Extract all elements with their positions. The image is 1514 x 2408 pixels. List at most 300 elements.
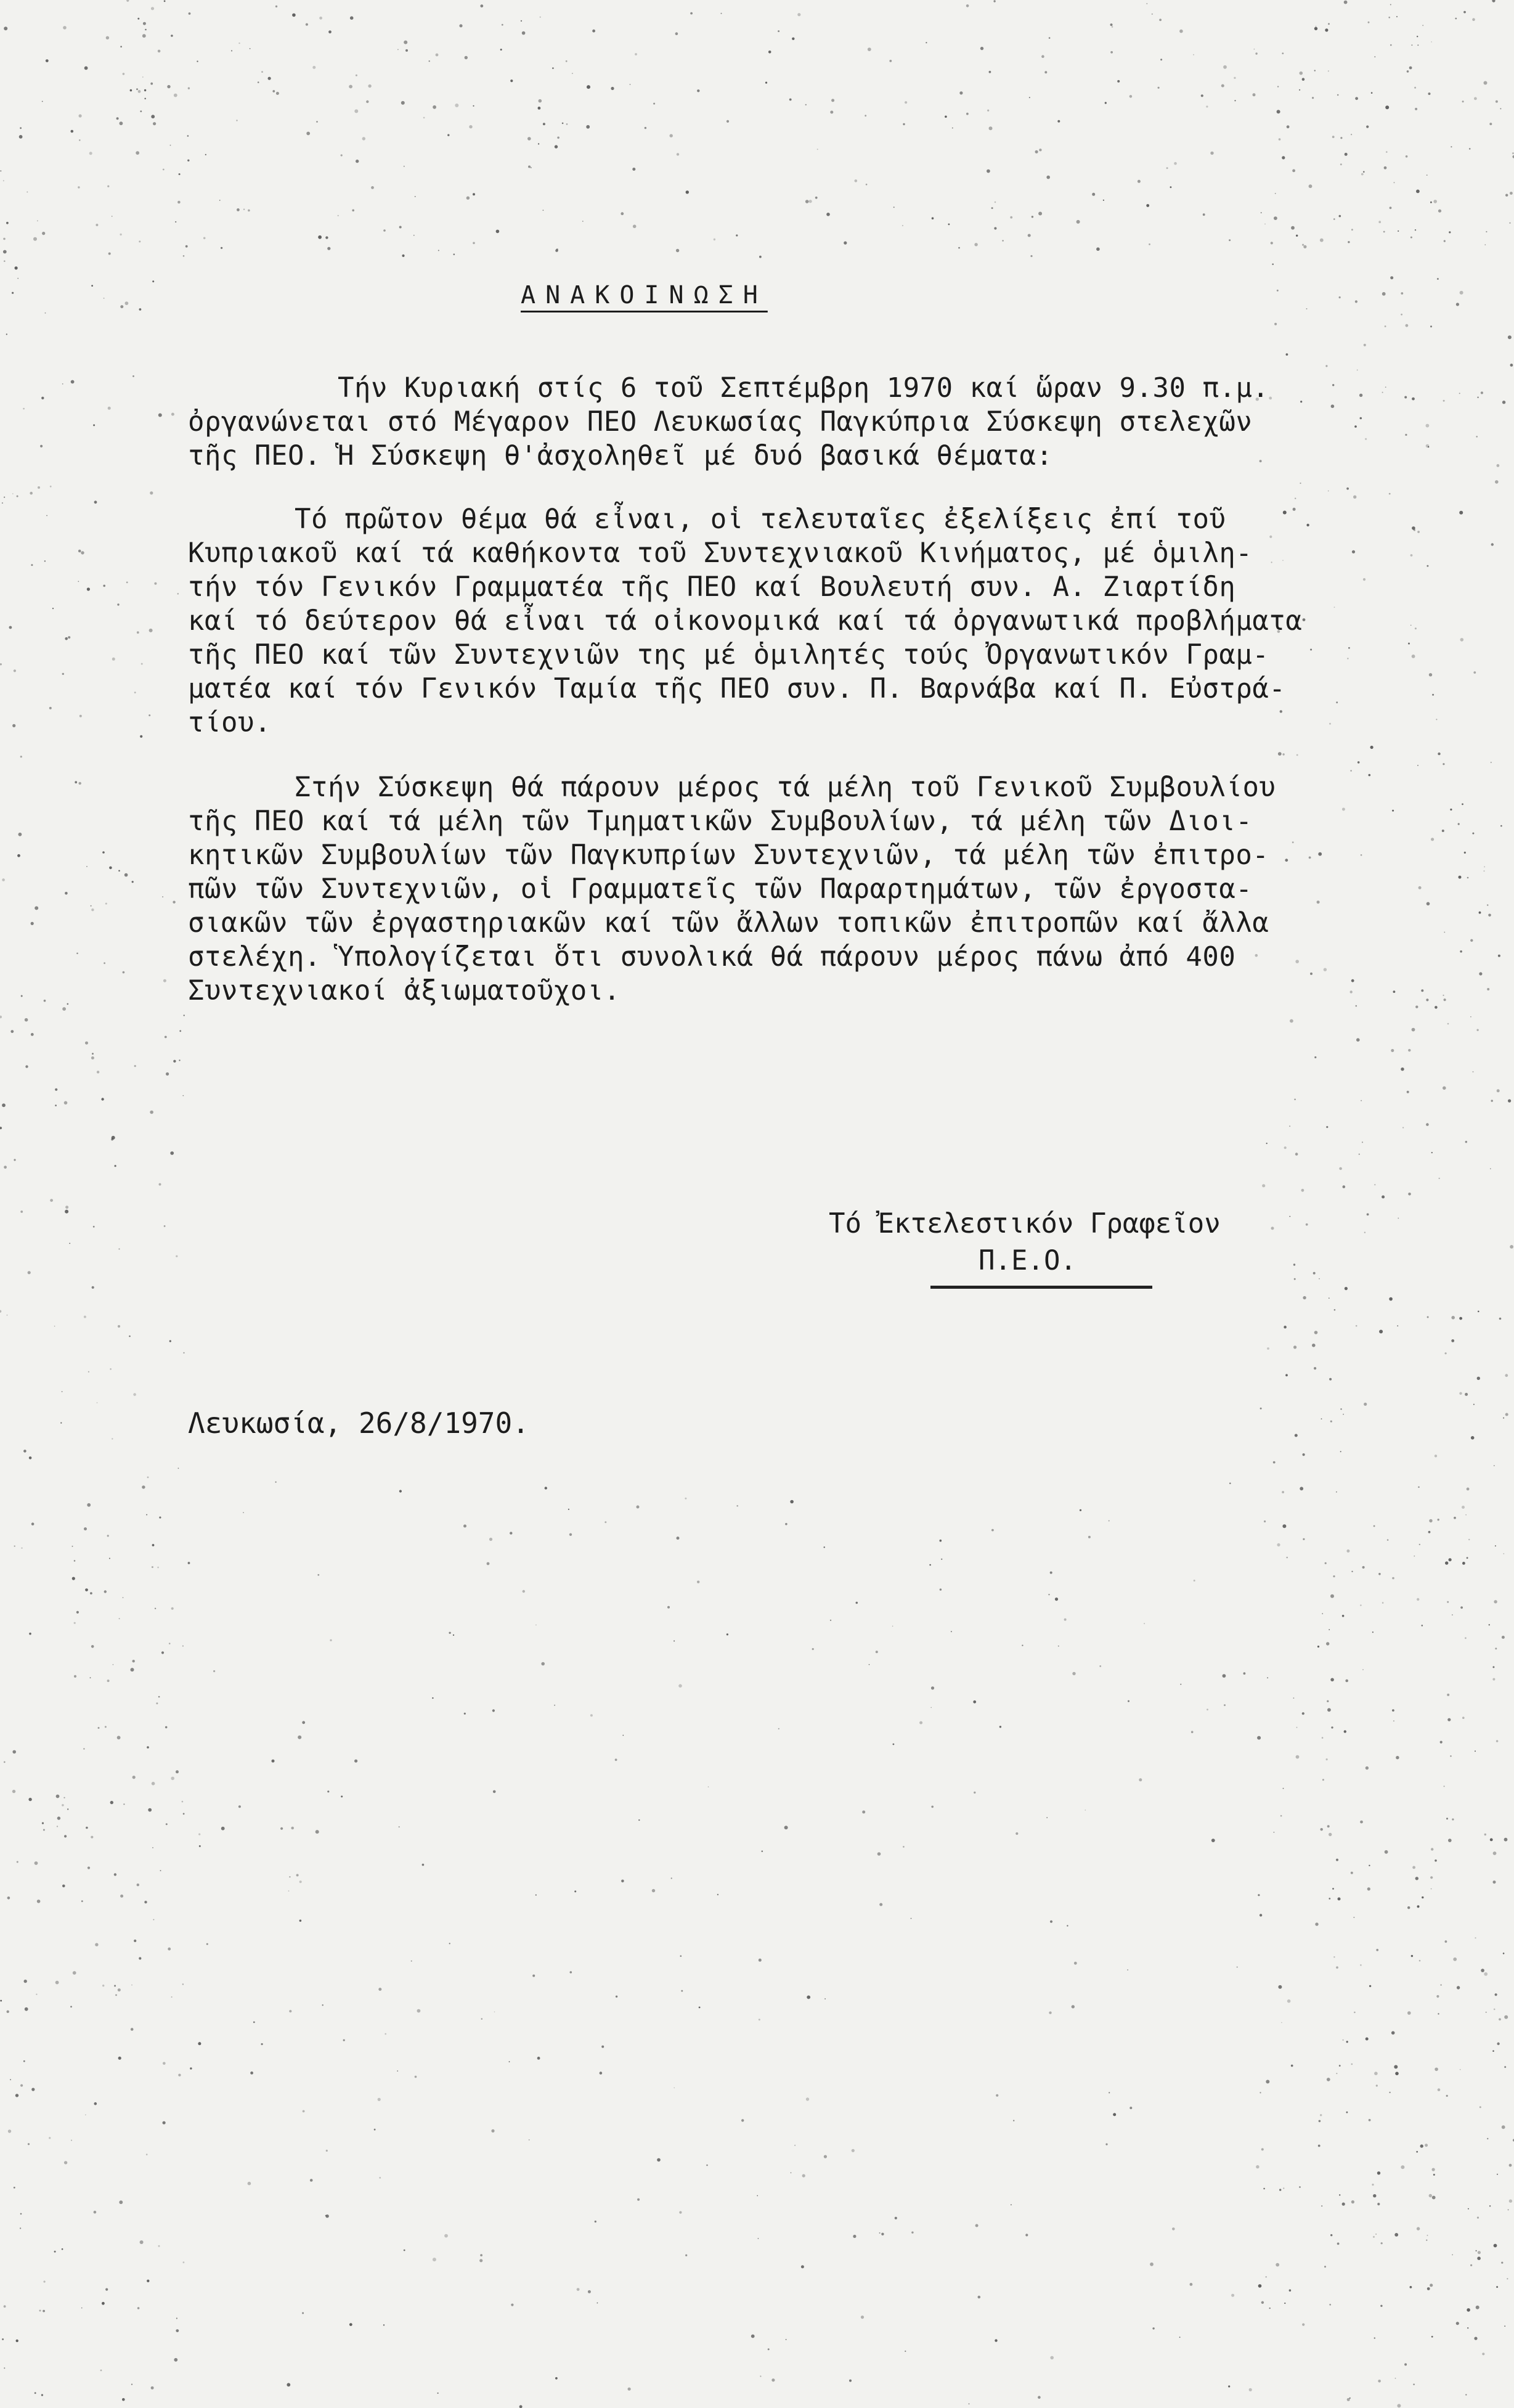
speckle xyxy=(1194,1580,1195,1582)
speckle xyxy=(1389,1297,1393,1301)
speckle xyxy=(1497,464,1500,467)
speckle xyxy=(402,255,404,257)
speckle xyxy=(1285,859,1288,862)
speckle xyxy=(538,107,541,110)
speckle xyxy=(1443,1087,1446,1090)
speckle xyxy=(272,1760,275,1763)
speckle xyxy=(1453,1957,1457,1961)
speckle xyxy=(1478,2251,1481,2254)
speckle xyxy=(31,564,33,566)
speckle xyxy=(1342,808,1345,811)
speckle xyxy=(459,24,462,27)
speckle xyxy=(1395,2378,1396,2379)
speckle xyxy=(1361,1100,1362,1101)
speckle xyxy=(945,116,947,118)
speckle xyxy=(19,135,23,139)
speckle xyxy=(1435,1859,1437,1862)
speckle xyxy=(543,123,545,125)
speckle xyxy=(1494,1465,1495,1466)
speckle xyxy=(144,1901,147,1903)
speckle xyxy=(1328,491,1329,492)
speckle xyxy=(784,1826,788,1829)
speckle xyxy=(90,1592,92,1594)
signature-org: Π.Ε.Ο. xyxy=(979,1245,1076,1276)
speckle xyxy=(1356,1325,1357,1327)
speckle xyxy=(45,312,46,314)
speckle xyxy=(1327,2078,1330,2081)
speckle xyxy=(1420,2144,1423,2147)
speckle xyxy=(1401,1067,1404,1071)
speckle xyxy=(20,2084,23,2087)
speckle xyxy=(1342,2039,1343,2041)
speckle xyxy=(62,2248,63,2250)
speckle xyxy=(1146,204,1149,207)
speckle xyxy=(958,247,960,249)
speckle xyxy=(1325,1562,1327,1564)
speckle xyxy=(1484,1834,1486,1835)
speckle xyxy=(1505,1413,1508,1416)
speckle xyxy=(759,1959,762,1962)
speckle xyxy=(56,1795,60,1798)
speckle xyxy=(1382,1602,1384,1604)
speckle xyxy=(877,1852,881,1856)
speckle xyxy=(789,99,792,101)
speckle xyxy=(1390,206,1392,209)
speckle xyxy=(1038,2396,1041,2399)
speckle xyxy=(1334,1309,1336,1311)
speckle xyxy=(1438,1519,1439,1520)
speckle xyxy=(1412,526,1415,530)
speckle xyxy=(1372,2184,1374,2186)
speckle xyxy=(1035,150,1038,153)
speckle xyxy=(1314,27,1317,30)
speckle xyxy=(118,870,120,872)
speckle xyxy=(14,1546,15,1547)
speckle xyxy=(198,2042,201,2045)
speckle xyxy=(189,12,191,15)
speckle xyxy=(4,260,6,262)
speckle xyxy=(1435,1455,1437,1457)
speckle xyxy=(966,4,969,7)
speckle xyxy=(1415,1877,1418,1880)
speckle xyxy=(681,1990,683,1992)
speckle xyxy=(1221,84,1224,88)
speckle xyxy=(1058,1646,1059,1647)
speckle xyxy=(919,1721,922,1724)
speckle xyxy=(1324,2266,1326,2267)
speckle xyxy=(1329,1297,1330,1299)
speckle xyxy=(2,502,3,504)
speckle xyxy=(1471,1436,1475,1440)
speckle xyxy=(1379,1330,1383,1334)
speckle xyxy=(1407,2011,1411,2015)
speckle xyxy=(20,127,22,129)
speckle xyxy=(1490,1169,1491,1170)
speckle xyxy=(168,1948,171,1951)
speckle xyxy=(78,550,81,553)
speckle xyxy=(721,13,722,14)
speckle xyxy=(64,1101,68,1105)
speckle xyxy=(65,637,68,640)
speckle xyxy=(1361,854,1362,856)
speckle xyxy=(1414,87,1416,89)
speckle xyxy=(118,2057,121,2060)
speckle xyxy=(404,166,405,167)
speckle xyxy=(433,2258,436,2261)
speckle xyxy=(238,1805,241,1808)
speckle xyxy=(302,2312,304,2314)
speckle xyxy=(366,100,368,103)
speckle xyxy=(157,1567,159,1569)
speckle xyxy=(12,724,15,727)
speckle xyxy=(1385,1850,1388,1854)
body-line: τῆς ΠΕΟ καί τῶν Συντεχνιῶν της μέ ὁμιλητές τούς Ὀργανωτικόν Γραμ- xyxy=(188,639,1269,671)
speckle xyxy=(1494,2009,1496,2010)
speckle xyxy=(824,1998,826,1999)
speckle xyxy=(1415,1006,1418,1008)
speckle xyxy=(911,1918,912,1919)
speckle xyxy=(1264,1520,1266,1522)
speckle xyxy=(1396,1756,1399,1759)
speckle xyxy=(1300,1487,1303,1490)
body-line: κητικῶν Συμβουλίων τῶν Παγκυπρίων Συντεχνιῶν, τά μέλη τῶν ἐπιτρο- xyxy=(188,839,1269,871)
speckle xyxy=(1309,857,1311,859)
speckle xyxy=(12,493,14,494)
speckle xyxy=(1468,2208,1469,2210)
speckle xyxy=(522,31,526,35)
speckle xyxy=(28,1798,31,1801)
speckle xyxy=(657,2158,661,2162)
speckle xyxy=(1380,2305,1382,2307)
speckle xyxy=(791,2173,792,2174)
speckle xyxy=(861,2316,864,2319)
speckle xyxy=(104,298,105,299)
speckle xyxy=(182,1095,184,1096)
speckle xyxy=(1267,1677,1268,1678)
speckle xyxy=(1344,1,1348,4)
speckle xyxy=(176,1770,179,1773)
speckle xyxy=(978,2296,981,2299)
speckle xyxy=(237,208,240,211)
speckle xyxy=(1430,202,1432,203)
speckle xyxy=(108,407,111,410)
speckle xyxy=(1355,97,1358,100)
speckle xyxy=(57,1816,60,1819)
speckle xyxy=(1404,396,1407,399)
speckle xyxy=(139,308,142,311)
speckle xyxy=(676,249,679,252)
speckle xyxy=(129,1336,131,1337)
speckle xyxy=(164,0,166,2)
speckle xyxy=(44,2280,46,2282)
speckle xyxy=(385,2033,386,2035)
speckle xyxy=(379,2177,381,2179)
speckle xyxy=(685,2255,687,2256)
speckle xyxy=(4,27,7,30)
speckle xyxy=(287,2383,290,2386)
speckle xyxy=(1274,323,1277,325)
speckle xyxy=(680,1955,682,1957)
speckle xyxy=(163,2121,166,2124)
speckle xyxy=(1467,2308,1470,2312)
speckle xyxy=(1295,1434,1298,1437)
speckle xyxy=(63,1797,65,1798)
speckle xyxy=(1460,1606,1463,1609)
speckle xyxy=(653,103,655,105)
speckle xyxy=(1340,163,1342,165)
body-line: τήν τόν Γενικόν Γραμματέα τῆς ΠΕΟ καί Βουλευτή συν. Α. Ζιαρτίδη xyxy=(188,571,1236,603)
speckle xyxy=(1484,1972,1488,1976)
speckle xyxy=(1487,988,1489,990)
speckle xyxy=(310,2179,313,2182)
speckle xyxy=(1478,1311,1479,1313)
speckle xyxy=(1351,2063,1353,2065)
speckle xyxy=(1333,1956,1335,1957)
speckle xyxy=(433,105,436,109)
speckle xyxy=(1210,152,1213,155)
speckle xyxy=(1172,2227,1175,2230)
speckle xyxy=(645,127,646,129)
speckle xyxy=(493,1790,496,1794)
speckle xyxy=(1504,2066,1506,2068)
speckle xyxy=(152,1847,153,1848)
speckle xyxy=(1482,2353,1484,2355)
speckle xyxy=(1460,638,1464,642)
speckle xyxy=(974,1792,975,1794)
speckle xyxy=(1050,1572,1052,1574)
speckle xyxy=(137,631,139,634)
speckle xyxy=(1425,2144,1428,2147)
speckle xyxy=(1401,2165,1404,2169)
speckle xyxy=(25,1018,28,1022)
speckle xyxy=(362,137,365,140)
speckle xyxy=(717,1894,718,1895)
speckle xyxy=(325,2215,327,2216)
speckle xyxy=(1470,939,1473,942)
speckle xyxy=(177,201,181,204)
speckle xyxy=(1465,1637,1467,1639)
speckle xyxy=(159,1517,161,1519)
speckle xyxy=(21,995,23,997)
speckle xyxy=(17,1861,18,1863)
speckle xyxy=(152,1566,153,1568)
speckle xyxy=(1430,2284,1433,2287)
speckle xyxy=(1364,344,1366,346)
speckle xyxy=(152,280,154,282)
speckle xyxy=(521,20,522,22)
speckle xyxy=(1484,81,1488,85)
speckle xyxy=(1440,1741,1443,1744)
speckle xyxy=(1373,2236,1375,2238)
speckle xyxy=(1477,2217,1479,2219)
speckle xyxy=(177,593,179,594)
body-line: τῆς ΠΕΟ. Ἡ Σύσκεψη θ'ἀσχοληθεῖ μέ δυό βασικά θέματα: xyxy=(188,440,1053,471)
speckle xyxy=(1256,2165,1259,2168)
speckle xyxy=(995,202,996,203)
speckle xyxy=(1223,65,1227,69)
speckle xyxy=(1329,1898,1330,1900)
speckle xyxy=(1351,134,1352,135)
speckle xyxy=(994,227,996,229)
speckle xyxy=(1273,1461,1276,1464)
speckle xyxy=(1320,2114,1322,2116)
speckle xyxy=(85,1588,88,1591)
speckle xyxy=(1128,1700,1129,1702)
speckle xyxy=(31,922,34,925)
speckle xyxy=(1484,866,1485,867)
speckle xyxy=(90,1677,91,1678)
speckle xyxy=(120,234,121,235)
speckle xyxy=(1085,1810,1086,1811)
speckle xyxy=(699,2007,701,2009)
speckle xyxy=(1330,1421,1332,1422)
speckle xyxy=(1459,1317,1462,1320)
speckle xyxy=(519,2405,523,2408)
speckle xyxy=(165,1036,167,1039)
speckle xyxy=(44,560,46,561)
speckle xyxy=(797,13,800,16)
speckle xyxy=(993,0,995,2)
speckle xyxy=(1502,2125,1505,2129)
speckle xyxy=(1207,1708,1208,1710)
speckle xyxy=(1346,488,1349,490)
speckle xyxy=(726,1633,728,1635)
speckle xyxy=(1286,1557,1288,1559)
speckle xyxy=(1266,1143,1268,1144)
speckle xyxy=(1336,1966,1338,1969)
speckle xyxy=(1502,401,1505,404)
speckle xyxy=(893,206,895,208)
speckle xyxy=(1096,247,1100,251)
speckle xyxy=(1495,1545,1496,1546)
speckle xyxy=(1337,2243,1340,2245)
speckle xyxy=(1318,852,1322,856)
speckle xyxy=(52,608,54,609)
speckle xyxy=(149,714,150,716)
speckle xyxy=(510,1532,512,1534)
speckle xyxy=(105,2288,108,2291)
speckle xyxy=(768,51,771,54)
speckle xyxy=(171,413,174,416)
speckle xyxy=(1322,1779,1324,1781)
speckle xyxy=(1452,1614,1453,1615)
speckle xyxy=(1496,1740,1499,1742)
speckle xyxy=(1416,2151,1418,2153)
speckle xyxy=(1389,2092,1390,2093)
speckle xyxy=(1410,2286,1412,2288)
speckle xyxy=(4,2305,6,2308)
speckle xyxy=(1426,998,1428,1001)
speckle xyxy=(1291,2065,1293,2067)
speckle xyxy=(1479,972,1482,975)
speckle xyxy=(480,4,483,7)
speckle xyxy=(147,2280,149,2282)
speckle xyxy=(436,54,439,57)
speckle xyxy=(71,2140,72,2141)
speckle xyxy=(1473,671,1476,674)
speckle xyxy=(1465,2394,1467,2395)
speckle xyxy=(72,1577,75,1580)
speckle xyxy=(306,132,310,136)
speckle xyxy=(65,892,68,895)
speckle xyxy=(1348,241,1349,243)
speckle xyxy=(1449,231,1451,233)
speckle xyxy=(116,117,119,120)
speckle xyxy=(1347,2398,1350,2401)
speckle xyxy=(115,1165,116,1167)
speckle xyxy=(1013,2120,1014,2121)
speckle xyxy=(438,250,439,251)
speckle xyxy=(3,238,6,240)
speckle xyxy=(49,707,52,709)
speckle xyxy=(1353,1917,1354,1918)
speckle xyxy=(824,2155,827,2158)
speckle xyxy=(697,89,699,92)
speckle xyxy=(159,1183,161,1186)
speckle xyxy=(1336,1492,1337,1493)
speckle xyxy=(1462,100,1464,102)
speckle xyxy=(758,2238,759,2239)
speckle xyxy=(1294,1278,1296,1280)
speckle xyxy=(17,854,20,857)
speckle xyxy=(1302,78,1305,81)
speckle xyxy=(250,2071,253,2075)
speckle xyxy=(1315,1922,1318,1925)
speckle xyxy=(1275,193,1276,194)
speckle xyxy=(1352,550,1355,553)
speckle xyxy=(130,89,132,92)
speckle xyxy=(354,1760,357,1763)
speckle xyxy=(1022,1645,1023,1646)
speckle xyxy=(213,1670,215,1672)
speckle xyxy=(1284,1326,1287,1329)
speckle xyxy=(1435,1006,1438,1009)
speckle xyxy=(423,117,425,119)
speckle xyxy=(473,105,474,107)
speckle xyxy=(1385,386,1386,388)
body-line: καί τό δεύτερον θά εἶναι τά οἰκονομικά καί τά ὀργανωτικά προβλήματα xyxy=(188,605,1303,637)
speckle xyxy=(1223,1674,1226,1678)
speckle xyxy=(231,50,232,51)
speckle xyxy=(3,180,4,181)
speckle xyxy=(134,1940,136,1942)
speckle xyxy=(23,408,25,410)
speckle xyxy=(1179,30,1183,33)
speckle xyxy=(1048,1594,1049,1595)
speckle xyxy=(100,2370,102,2372)
speckle xyxy=(397,49,399,51)
speckle xyxy=(674,2088,675,2089)
speckle xyxy=(151,7,154,10)
speckle xyxy=(1426,424,1430,428)
speckle xyxy=(1179,2337,1181,2338)
speckle xyxy=(1489,123,1492,125)
speckle xyxy=(176,1255,177,1257)
speckle xyxy=(966,113,969,115)
speckle xyxy=(496,230,500,234)
speckle xyxy=(171,1777,174,1781)
speckle xyxy=(852,2149,855,2152)
speckle xyxy=(1406,155,1408,158)
speckle xyxy=(326,2150,328,2152)
speckle xyxy=(20,2227,21,2229)
speckle xyxy=(1360,1964,1362,1966)
body-line: Τήν Κυριακή στίς 6 τοῦ Σεπτέμβρη 1970 καί ὥραν 9.30 π.μ. xyxy=(338,372,1269,404)
speckle xyxy=(1365,1766,1369,1769)
speckle xyxy=(1112,26,1113,28)
speckle xyxy=(959,91,963,94)
speckle xyxy=(801,2265,804,2268)
